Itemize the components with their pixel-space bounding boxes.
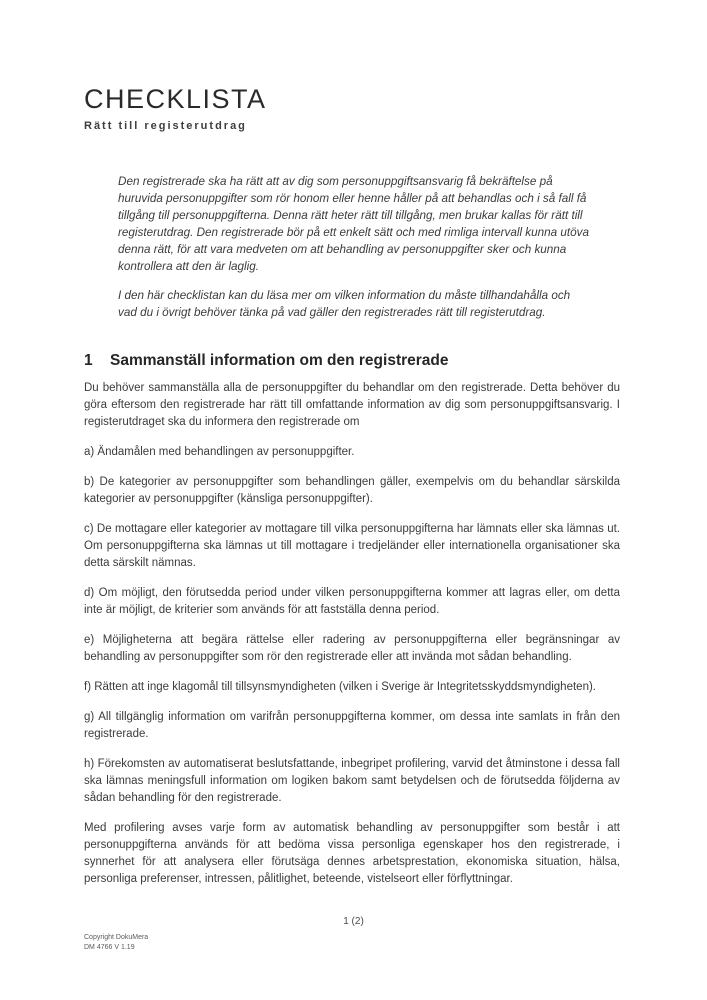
- section-number: 1: [84, 352, 93, 369]
- list-item-h: h) Förekomsten av automatiserat beslutsfattande, inbegripet profilering, varvid det åtminstone i dessa fall ska lämnas meningsfull information om logiken bakom samt betydelsen och de förutsedda följderna av sådan behandling för den registrerade.: [84, 758, 620, 804]
- intro-paragraph-2: I den här checklistan kan du läsa mer om vilken information du måste tillhandahålla och vad du i övrigt behöver tänka på vad gäller den registrerades rätt till registerutdrag.: [118, 289, 571, 319]
- page-number: 1 (2): [343, 916, 364, 927]
- list-item-a: a) Ändamålen med behandlingen av personuppgifter.: [84, 446, 355, 458]
- list-item-c: c) De mottagare eller kategorier av mottagare till vilka personuppgifterna har lämnats eller ska lämnas ut. Om personuppgifterna ska lämnas ut till mottagare i tredjeländer eller internationella organisationer ska detta särskilt nämnas.: [84, 523, 620, 569]
- footer-doc-id: DM 4766 V 1.19: [84, 944, 135, 951]
- page-title: CHECKLISTA: [84, 84, 267, 114]
- section-heading: [84, 351, 620, 371]
- body-paragraph-profiling: Med profilering avses varje form av automatisk behandling av personuppgifter som består i att personuppgifterna används för att bedöma vissa personliga egenskaper hos den registrerade, i synnerhet för att analysera eller förutsäga dennes arbetsprestation, ekonomiska situation, hälsa, personliga preferenser, intressen, pålitlighet, beteende, vistelseort eller förflyttningar.: [84, 822, 620, 885]
- footer-meta: [84, 933, 148, 953]
- list-item-b: b) De kategorier av personuppgifter som behandlingen gäller, exempelvis om du behandlar särskilda kategorier av personuppgifter (känsliga personuppgifter).: [84, 476, 620, 505]
- list-item-e: e) Möjligheterna att begära rättelse eller radering av personuppgifterna eller begränsningar av behandling av personuppgifter som rör den registrerade eller att invända mot sådan behandling.: [84, 634, 620, 663]
- section-body: [84, 380, 620, 888]
- list-item-f: f) Rätten att inge klagomål till tillsynsmyndigheten (vilken i Sverige är Integritetsskyddsmyndigheten).: [84, 681, 596, 693]
- list-item-g: g) All tillgänglig information om varifrån personuppgifterna kommer, om dessa inte samlats in från den registrerade.: [84, 711, 620, 740]
- list-item-d: d) Om möjligt, den förutsedda period under vilken personuppgifterna kommer att lagras eller, om detta inte är möjligt, de kriterier som används för att fastställa denna period.: [84, 587, 620, 616]
- section-title: Sammanställ information om den registrerade: [110, 352, 449, 369]
- document-subtitle: Rätt till registerutdrag: [84, 120, 247, 132]
- intro-block: [118, 173, 592, 321]
- footer-copyright: Copyright DokuMera: [84, 934, 149, 941]
- body-paragraph-intro: Du behöver sammanställa alla de personuppgifter du behandlar om den registrerade. Detta behöver du göra eftersom den registrerade har rätt till omfattande information av dig som personuppgiftsansvarig. I registerutdraget ska du informera den registrerade om: [84, 382, 620, 428]
- intro-paragraph-1: Den registrerade ska ha rätt att av dig som personuppgiftsansvarig få bekräftelse på huruvida personuppgifter som rör honom eller henne håller på att behandlas och i så fall få tillgång till personuppgifterna. Denna rätt heter rätt till tillgång, men brukar kallas för rätt till registerutdrag. Den registrerade bör på ett enkelt sätt och med rimliga intervall kunna utöva denna rätt, för att vara medveten om att behandling av personuppgifter sker och kunna kontrollera att den är laglig.: [118, 175, 589, 273]
